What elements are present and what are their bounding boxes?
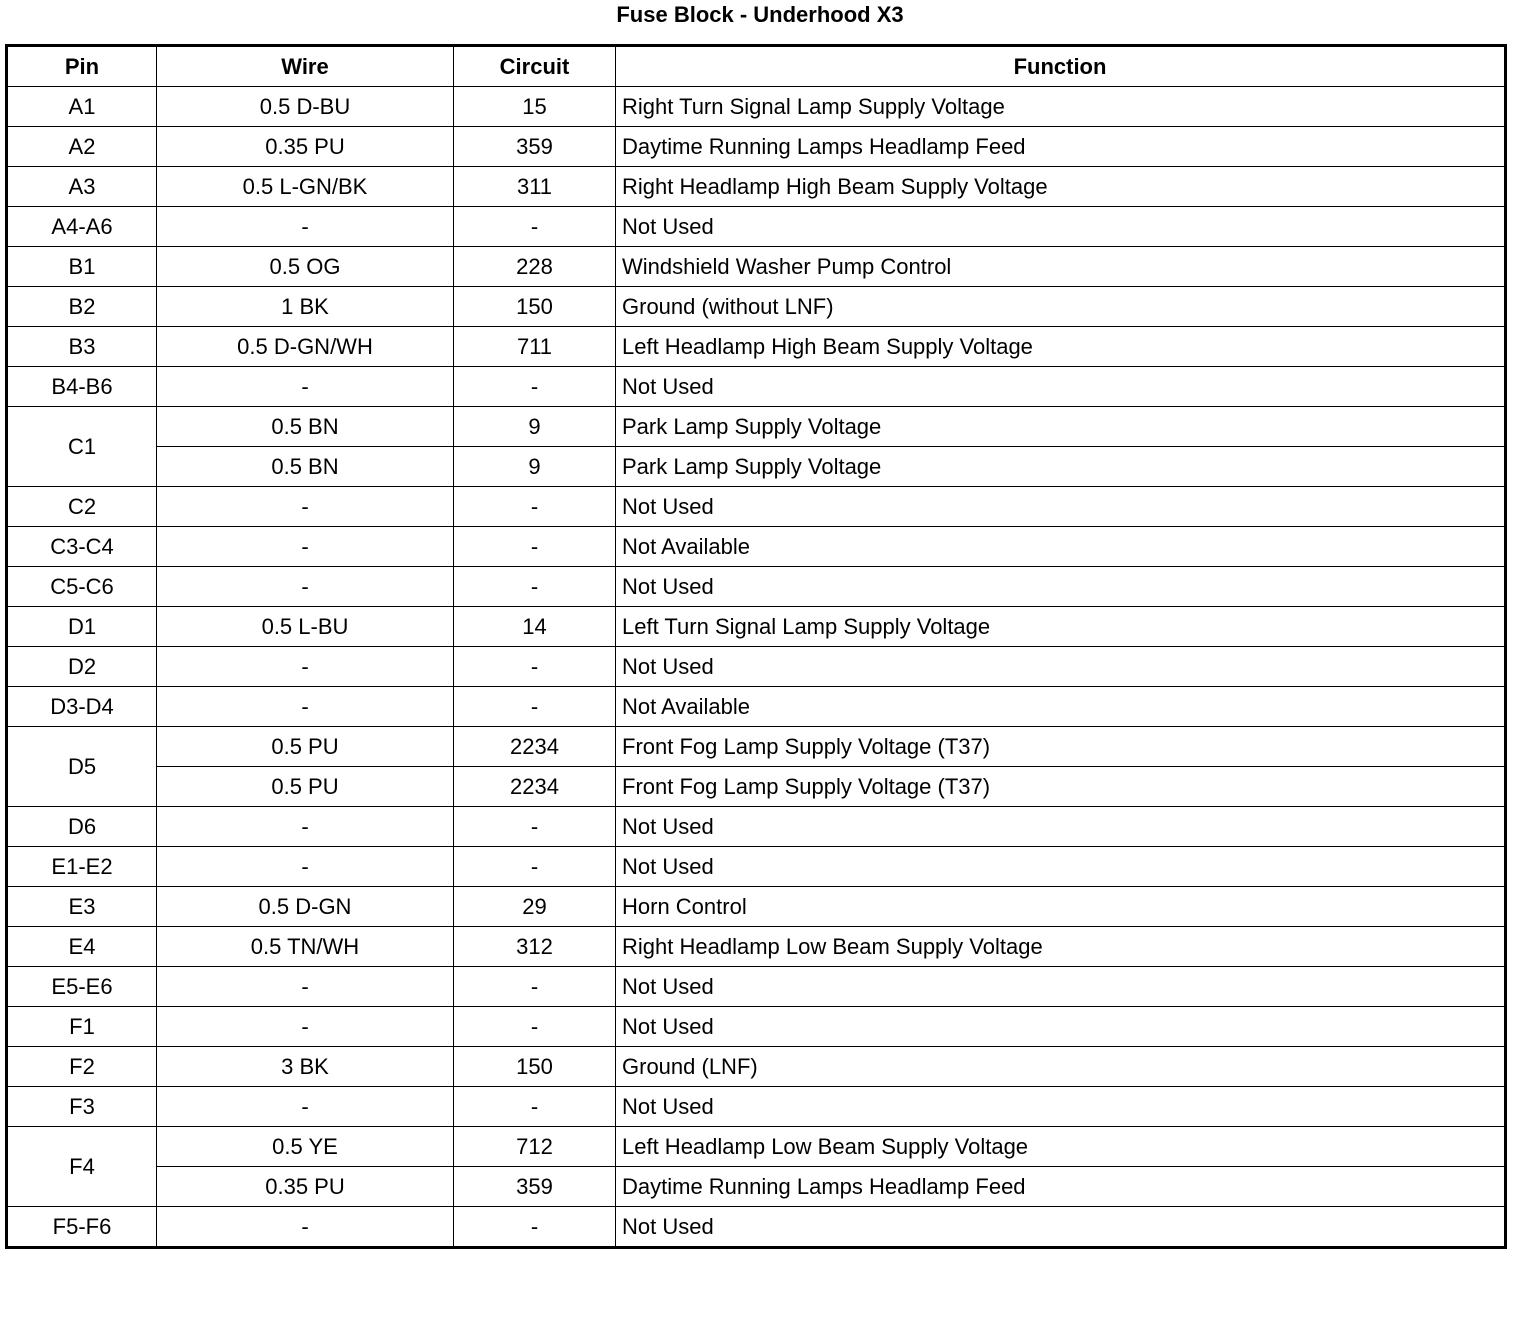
cell-wire: -	[157, 367, 454, 407]
cell-function: Horn Control	[616, 887, 1506, 927]
cell-pin: F4	[7, 1127, 157, 1207]
cell-pin: E4	[7, 927, 157, 967]
cell-circuit: -	[454, 527, 616, 567]
table-row	[7, 887, 1506, 927]
cell-function: Not Used	[616, 567, 1506, 607]
cell-pin: A1	[7, 87, 157, 127]
table-row	[7, 167, 1506, 207]
cell-function: Left Headlamp Low Beam Supply Voltage	[616, 1127, 1506, 1167]
table-row	[7, 727, 1506, 767]
cell-wire: -	[157, 847, 454, 887]
cell-wire: -	[157, 567, 454, 607]
cell-wire: -	[157, 1087, 454, 1127]
page-title: Fuse Block - Underhood X3	[616, 2, 904, 27]
table-row	[7, 1007, 1506, 1047]
cell-function: Not Used	[616, 807, 1506, 847]
cell-circuit: 712	[454, 1127, 616, 1167]
cell-pin: F1	[7, 1007, 157, 1047]
cell-circuit: 312	[454, 927, 616, 967]
cell-function: Front Fog Lamp Supply Voltage (T37)	[616, 727, 1506, 767]
cell-function: Windshield Washer Pump Control	[616, 247, 1506, 287]
cell-function: Not Used	[616, 207, 1506, 247]
cell-wire: 0.5 D-GN	[157, 887, 454, 927]
cell-pin: C3-C4	[7, 527, 157, 567]
cell-wire: 3 BK	[157, 1047, 454, 1087]
cell-function: Right Headlamp Low Beam Supply Voltage	[616, 927, 1506, 967]
cell-circuit: -	[454, 367, 616, 407]
header-pin: Pin	[7, 46, 157, 87]
cell-function: Right Headlamp High Beam Supply Voltage	[616, 167, 1506, 207]
cell-pin: D6	[7, 807, 157, 847]
table-row	[7, 1047, 1506, 1087]
cell-circuit: 2234	[454, 727, 616, 767]
cell-circuit: -	[454, 647, 616, 687]
cell-circuit: -	[454, 567, 616, 607]
cell-pin: B1	[7, 247, 157, 287]
cell-pin: F3	[7, 1087, 157, 1127]
cell-pin: D1	[7, 607, 157, 647]
cell-function: Not Used	[616, 847, 1506, 887]
cell-wire: 0.5 YE	[157, 1127, 454, 1167]
cell-wire: 0.5 PU	[157, 767, 454, 807]
cell-wire: 0.5 L-GN/BK	[157, 167, 454, 207]
cell-circuit: -	[454, 1207, 616, 1248]
table-row	[7, 807, 1506, 847]
cell-wire: 0.35 PU	[157, 1167, 454, 1207]
table-row	[7, 527, 1506, 567]
cell-circuit: 9	[454, 447, 616, 487]
cell-circuit: -	[454, 1087, 616, 1127]
cell-circuit: -	[454, 487, 616, 527]
cell-function: Not Used	[616, 1007, 1506, 1047]
cell-function: Left Headlamp High Beam Supply Voltage	[616, 327, 1506, 367]
cell-function: Park Lamp Supply Voltage	[616, 407, 1506, 447]
cell-circuit: -	[454, 1007, 616, 1047]
cell-pin: E1-E2	[7, 847, 157, 887]
cell-wire: 0.5 TN/WH	[157, 927, 454, 967]
table-row	[7, 1167, 1506, 1207]
cell-circuit: -	[454, 807, 616, 847]
table-row	[7, 967, 1506, 1007]
table-row	[7, 127, 1506, 167]
cell-wire: -	[157, 487, 454, 527]
cell-function: Left Turn Signal Lamp Supply Voltage	[616, 607, 1506, 647]
cell-wire: -	[157, 647, 454, 687]
cell-circuit: 359	[454, 127, 616, 167]
cell-circuit: 15	[454, 87, 616, 127]
table-row	[7, 847, 1506, 887]
cell-circuit: -	[454, 967, 616, 1007]
cell-circuit: 9	[454, 407, 616, 447]
cell-pin: F5-F6	[7, 1207, 157, 1248]
table-row	[7, 367, 1506, 407]
cell-wire: -	[157, 807, 454, 847]
table-row	[7, 647, 1506, 687]
cell-wire: -	[157, 1207, 454, 1248]
cell-wire: 0.5 D-BU	[157, 87, 454, 127]
cell-pin: D3-D4	[7, 687, 157, 727]
cell-wire: 0.5 L-BU	[157, 607, 454, 647]
cell-circuit: 311	[454, 167, 616, 207]
cell-circuit: 14	[454, 607, 616, 647]
cell-pin: D2	[7, 647, 157, 687]
cell-wire: 0.5 BN	[157, 447, 454, 487]
cell-circuit: 150	[454, 287, 616, 327]
cell-wire: 0.5 PU	[157, 727, 454, 767]
cell-function: Ground (without LNF)	[616, 287, 1506, 327]
table-row	[7, 447, 1506, 487]
table-row	[7, 767, 1506, 807]
cell-pin: B2	[7, 287, 157, 327]
cell-wire: -	[157, 207, 454, 247]
cell-pin: E3	[7, 887, 157, 927]
table-row	[7, 687, 1506, 727]
cell-circuit: 711	[454, 327, 616, 367]
header-wire: Wire	[157, 46, 454, 87]
table-header-row	[7, 46, 1506, 87]
table-row	[7, 1087, 1506, 1127]
table-row	[7, 1127, 1506, 1167]
cell-pin: C5-C6	[7, 567, 157, 607]
cell-function: Not Available	[616, 527, 1506, 567]
cell-wire: 0.5 OG	[157, 247, 454, 287]
cell-pin: A4-A6	[7, 207, 157, 247]
cell-pin: A2	[7, 127, 157, 167]
cell-function: Daytime Running Lamps Headlamp Feed	[616, 1167, 1506, 1207]
cell-function: Park Lamp Supply Voltage	[616, 447, 1506, 487]
table-row	[7, 207, 1506, 247]
cell-circuit: 150	[454, 1047, 616, 1087]
cell-wire: -	[157, 687, 454, 727]
cell-function: Not Used	[616, 647, 1506, 687]
cell-circuit: -	[454, 207, 616, 247]
cell-wire: 1 BK	[157, 287, 454, 327]
cell-wire: 0.5 BN	[157, 407, 454, 447]
cell-circuit: 228	[454, 247, 616, 287]
cell-wire: -	[157, 1007, 454, 1047]
table-row	[7, 607, 1506, 647]
cell-function: Not Available	[616, 687, 1506, 727]
table-row	[7, 567, 1506, 607]
table-row	[7, 327, 1506, 367]
cell-pin: D5	[7, 727, 157, 807]
cell-function: Daytime Running Lamps Headlamp Feed	[616, 127, 1506, 167]
cell-function: Right Turn Signal Lamp Supply Voltage	[616, 87, 1506, 127]
header-function: Function	[616, 46, 1506, 87]
cell-function: Not Used	[616, 1087, 1506, 1127]
table-row	[7, 87, 1506, 127]
cell-wire: -	[157, 967, 454, 1007]
table-row	[7, 487, 1506, 527]
cell-circuit: -	[454, 687, 616, 727]
cell-pin: A3	[7, 167, 157, 207]
cell-function: Not Used	[616, 487, 1506, 527]
cell-circuit: -	[454, 847, 616, 887]
cell-circuit: 359	[454, 1167, 616, 1207]
cell-function: Front Fog Lamp Supply Voltage (T37)	[616, 767, 1506, 807]
cell-function: Ground (LNF)	[616, 1047, 1506, 1087]
cell-pin: B3	[7, 327, 157, 367]
cell-wire: 0.5 D-GN/WH	[157, 327, 454, 367]
cell-wire: -	[157, 527, 454, 567]
cell-wire: 0.35 PU	[157, 127, 454, 167]
pinout-table	[5, 44, 1507, 1249]
table-row	[7, 287, 1506, 327]
cell-pin: C2	[7, 487, 157, 527]
table-row	[7, 407, 1506, 447]
cell-function: Not Used	[616, 1207, 1506, 1248]
cell-circuit: 2234	[454, 767, 616, 807]
header-circuit: Circuit	[454, 46, 616, 87]
cell-pin: C1	[7, 407, 157, 487]
table-row	[7, 927, 1506, 967]
cell-circuit: 29	[454, 887, 616, 927]
cell-pin: E5-E6	[7, 967, 157, 1007]
table-row	[7, 247, 1506, 287]
cell-function: Not Used	[616, 367, 1506, 407]
cell-pin: F2	[7, 1047, 157, 1087]
cell-function: Not Used	[616, 967, 1506, 1007]
table-body	[7, 87, 1506, 1248]
cell-pin: B4-B6	[7, 367, 157, 407]
table-row	[7, 1207, 1506, 1248]
